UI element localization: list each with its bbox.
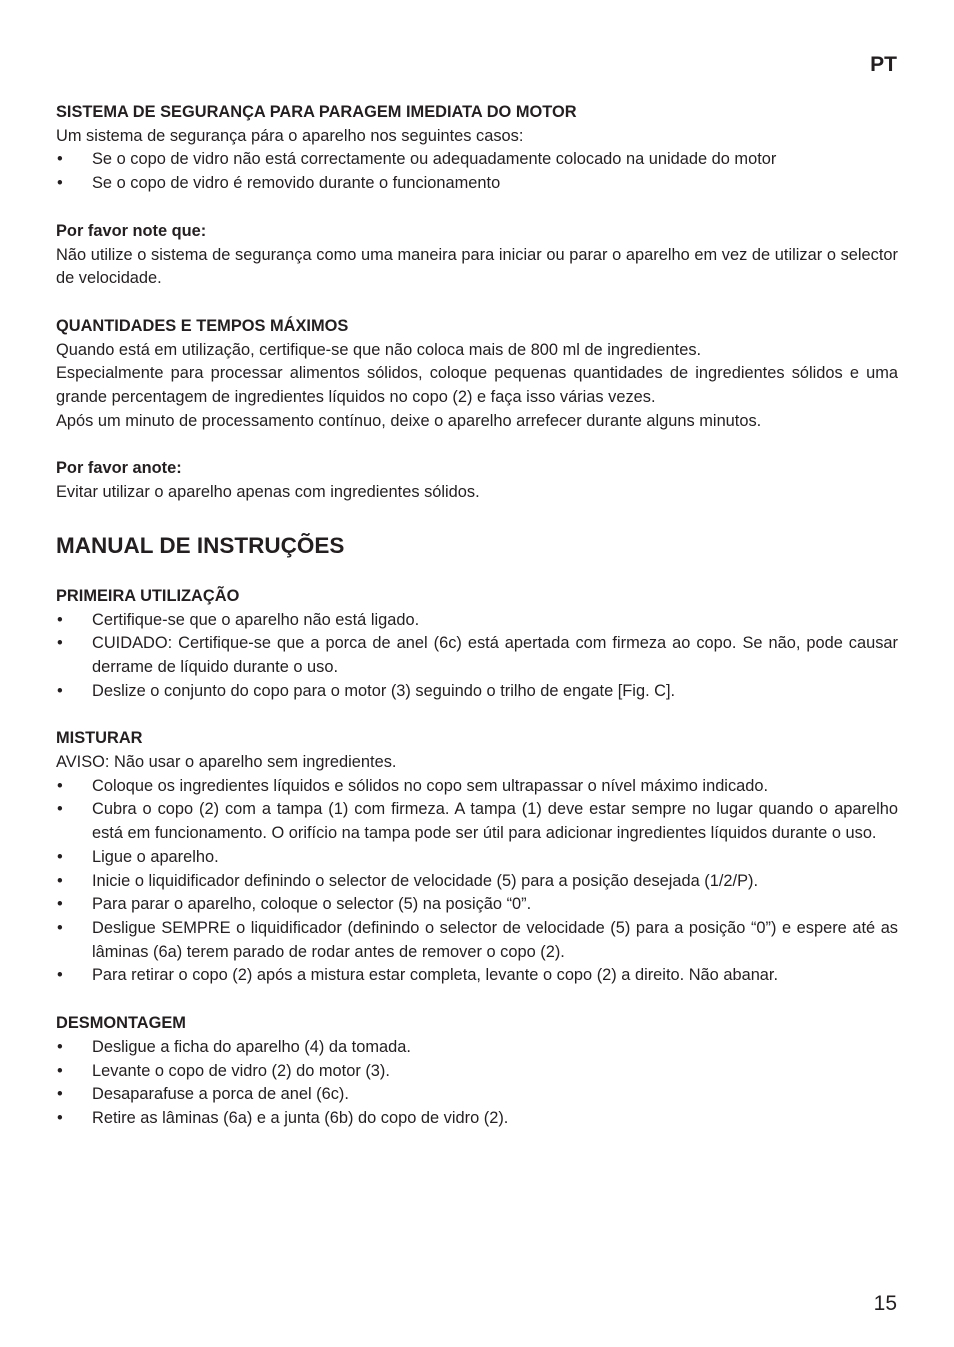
list-item: • Certifique-se que o aparelho não está ligado. [56, 609, 898, 633]
list-item: • Desligue SEMPRE o liquidificador (definindo o selector de velocidade (5) para a posição “0”) e espere até as lâminas (6a) terem parado de rodar antes de remover o copo (2). [56, 917, 898, 964]
section-heading: DESMONTAGEM [56, 1014, 186, 1033]
paragraph: Após um minuto de processamento contínuo, deixe o aparelho arrefecer durante alguns minutos. [56, 411, 762, 430]
section-mixing [56, 727, 898, 988]
section-heading: QUANTIDADES E TEMPOS MÁXIMOS [56, 316, 349, 335]
list-item: • Inicie o liquidificador definindo o selector de velocidade (5) para a posição desejada (1/2/P). [56, 870, 898, 894]
list-item: • Retire as lâminas (6a) e a junta (6b) do copo de vidro (2). [56, 1107, 898, 1131]
section-first-use [56, 585, 898, 704]
list-item: • Desaparafuse a porca de anel (6c). [56, 1083, 898, 1107]
paragraph: AVISO: Não usar o aparelho sem ingredientes. [56, 753, 397, 772]
section-heading: MISTURAR [56, 729, 143, 748]
list-item: • Se o copo de vidro não está correctamente ou adequadamente colocado na unidade do motor [56, 148, 898, 172]
language-label: PT [870, 53, 897, 76]
list-item: • CUIDADO: Certifique-se que a porca de anel (6c) está apertada com firmeza ao copo. Se não, pode causar derrame de líquido durante o uso. [56, 632, 898, 679]
list-item: • Se o copo de vidro é removido durante o funcionamento [56, 172, 898, 196]
section-heading: Por favor anote: [56, 459, 182, 478]
paragraph: Quando está em utilização, certifique-se que não coloca mais de 800 ml de ingredientes. [56, 340, 702, 359]
section-note [56, 220, 898, 291]
list-item: • Ligue o aparelho. [56, 846, 898, 870]
list-item: • Para retirar o copo (2) após a mistura estar completa, levante o copo (2) a direito. Não abanar. [56, 964, 898, 988]
section-heading: SISTEMA DE SEGURANÇA PARA PARAGEM IMEDIATA DO MOTOR [56, 103, 577, 121]
list-item: • Levante o copo de vidro (2) do motor (3). [56, 1060, 898, 1084]
list-item: • Para parar o aparelho, coloque o selector (5) na posição “0”. [56, 893, 898, 917]
section-heading: Por favor note que: [56, 221, 207, 240]
manual-title: MANUAL DE INSTRUÇÕES [56, 532, 345, 558]
paragraph: Especialmente para processar alimentos sólidos, coloque pequenas quantidades de ingredientes sólidos e uma grande percentagem de ingredientes líquidos no copo (2) e faça isso várias vezes. [56, 364, 898, 407]
bullet-list [56, 1036, 898, 1131]
bullet-list [56, 609, 898, 704]
list-item: • Cubra o copo (2) com a tampa (1) com firmeza. A tampa (1) deve estar sempre no lugar quando o aparelho está em funcionamento. O orifício na tampa pode ser útil para adicionar ingredientes líquidos durante o uso. [56, 798, 898, 845]
page-number: 15 [873, 1292, 897, 1315]
bullet-list [56, 775, 898, 988]
section-disassembly [56, 1012, 898, 1131]
list-item: • Deslize o conjunto do copo para o motor (3) seguindo o trilho de engate [Fig. C]. [56, 680, 898, 704]
list-item: • Desligue a ficha do aparelho (4) da tomada. [56, 1036, 898, 1060]
page-content [56, 101, 898, 1131]
bullet-list [56, 148, 898, 195]
section-heading: PRIMEIRA UTILIZAÇÃO [56, 586, 240, 605]
section-note-solid [56, 457, 898, 504]
paragraph: Um sistema de segurança pára o aparelho nos seguintes casos: [56, 126, 524, 145]
paragraph: Evitar utilizar o aparelho apenas com ingredientes sólidos. [56, 483, 480, 502]
list-item: • Coloque os ingredientes líquidos e sólidos no copo sem ultrapassar o nível máximo indicado. [56, 775, 898, 799]
section-max-quantities [56, 315, 898, 434]
paragraph: Não utilize o sistema de segurança como uma maneira para iniciar ou parar o aparelho em vez de utilizar o selector de velocidade. [56, 245, 898, 288]
section-safety-system [56, 101, 898, 196]
